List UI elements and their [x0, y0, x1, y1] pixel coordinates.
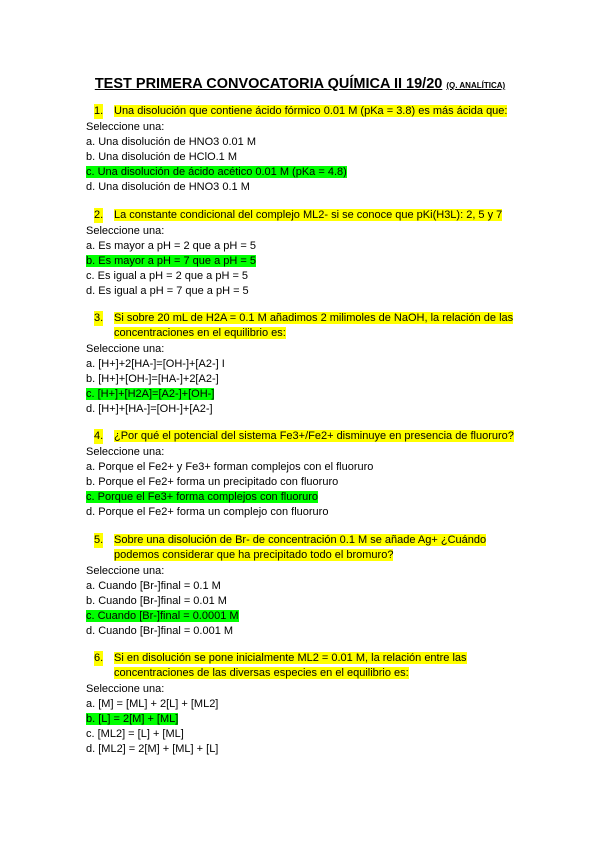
question-text: [94, 651, 516, 681]
question-number: 1.: [94, 105, 104, 117]
question-1: [86, 104, 516, 195]
answer-text: c. [ML2] = [L] + [ML]: [86, 728, 184, 740]
question-line: concentraciones de las diversas especies en el equilibrio es:: [114, 667, 409, 679]
answer-option[interactable]: [86, 180, 516, 195]
correct-answer-text: c. Cuando [Br-]final = 0.0001 M: [86, 610, 239, 622]
question-6: [86, 651, 516, 757]
question-line: Sobre una disolución de Br- de concentración 0.1 M se añade Ag+ ¿Cuándo: [114, 534, 487, 546]
correct-answer-text: b. Es mayor a pH = 7 que a pH = 5: [86, 255, 256, 267]
answer-text: d. Una disolución de HNO3 0.1 M: [86, 181, 250, 193]
question-3: [86, 311, 516, 417]
question-text: [94, 429, 516, 444]
answer-text: b. Cuando [Br-]final = 0.01 M: [86, 595, 227, 607]
answer-text: d. [H+]+[HA-]=[OH-]+[A2-]: [86, 403, 213, 415]
question-line: Si sobre 20 mL de H2A = 0.1 M añadimos 2 milimoles de NaOH, la relación de las: [114, 312, 514, 324]
answer-text: c. Es igual a pH = 2 que a pH = 5: [86, 270, 249, 282]
answer-option[interactable]: [86, 269, 516, 284]
answer-option[interactable]: [86, 135, 516, 150]
question-line: Si en disolución se pone inicialmente ML2 = 0.01 M, la relación entre las: [114, 652, 467, 664]
select-label: Seleccione una:: [86, 446, 165, 458]
select-label: Seleccione una:: [86, 225, 165, 237]
question-5: [86, 533, 516, 639]
question-number: 3.: [94, 312, 104, 324]
answer-option[interactable]: [86, 150, 516, 165]
answer-text: b. [H+]+[OH-]=[HA-]+2[A2-]: [86, 373, 219, 385]
answer-option[interactable]: [86, 402, 516, 417]
answer-text: a. [H+]+2[HA-]=[OH-]+[A2-] I: [86, 358, 225, 370]
correct-answer-text: c. Porque el Fe3+ forma complejos con fluoruro: [86, 491, 319, 503]
answer-option[interactable]: [86, 475, 516, 490]
question-number: 2.: [94, 209, 104, 221]
answer-option[interactable]: [86, 239, 516, 254]
question-text: [94, 208, 516, 223]
answer-text: d. Porque el Fe2+ forma un complejo con fluoruro: [86, 506, 329, 518]
select-label: Seleccione una:: [86, 565, 165, 577]
select-label: Seleccione una:: [86, 683, 165, 695]
select-label: Seleccione una:: [86, 121, 165, 133]
question-text: [94, 311, 516, 341]
answer-option[interactable]: [86, 460, 516, 475]
answer-option[interactable]: [86, 712, 516, 727]
title-main: TEST PRIMERA CONVOCATORIA QUÍMICA II 19/20: [94, 76, 443, 92]
answer-option[interactable]: [86, 505, 516, 520]
answer-option[interactable]: [86, 579, 516, 594]
question-number: 6.: [94, 652, 104, 664]
answer-text: a. Es mayor a pH = 2 que a pH = 5: [86, 240, 256, 252]
question-line: podemos considerar que ha precipitado todo el bromuro?: [114, 549, 394, 561]
answer-option[interactable]: [86, 609, 516, 624]
answer-option[interactable]: [86, 284, 516, 299]
question-text: [94, 104, 516, 119]
document-title: [0, 76, 600, 92]
answer-text: d. Es igual a pH = 7 que a pH = 5: [86, 285, 249, 297]
answer-text: a. Una disolución de HNO3 0.01 M: [86, 136, 256, 148]
answer-option[interactable]: [86, 742, 516, 757]
answer-text: b. Porque el Fe2+ forma un precipitado con fluoruro: [86, 476, 339, 488]
correct-answer-text: c. [H+]+[H2A]=[A2-]+[OH-]: [86, 388, 215, 400]
question-number: 4.: [94, 430, 104, 442]
answer-text: a. Cuando [Br-]final = 0.1 M: [86, 580, 221, 592]
answer-option[interactable]: [86, 490, 516, 505]
question-line: ¿Por qué el potencial del sistema Fe3+/Fe2+ disminuye en presencia de fluoruro?: [114, 430, 514, 442]
correct-answer-text: c. Una disolución de ácido acético 0.01 M (pKa = 4.8): [86, 166, 347, 178]
title-sub: (Q. ANALÍTICA): [446, 81, 506, 90]
answer-option[interactable]: [86, 357, 516, 372]
answer-option[interactable]: [86, 254, 516, 269]
question-line: La constante condicional del complejo ML2- si se conoce que pKi(H3L): 2, 5 y 7: [114, 209, 503, 221]
question-line: concentraciones en el equilibrio es:: [114, 327, 286, 339]
question-line: Una disolución que contiene ácido fórmico 0.01 M (pKa = 3.8) es más ácida que:: [114, 105, 508, 117]
select-label: Seleccione una:: [86, 343, 165, 355]
answer-option[interactable]: [86, 594, 516, 609]
answer-option[interactable]: [86, 624, 516, 639]
answer-option[interactable]: [86, 372, 516, 387]
answer-text: b. Una disolución de HClO.1 M: [86, 151, 238, 163]
answer-option[interactable]: [86, 387, 516, 402]
question-2: [86, 208, 516, 299]
correct-answer-text: b. [L] = 2[M] + [ML]: [86, 713, 179, 725]
answer-text: d. Cuando [Br-]final = 0.001 M: [86, 625, 234, 637]
answer-option[interactable]: [86, 697, 516, 712]
answer-text: d. [ML2] = 2[M] + [ML] + [L]: [86, 743, 219, 755]
question-number: 5.: [94, 534, 104, 546]
answer-option[interactable]: [86, 165, 516, 180]
question-4: [86, 429, 516, 520]
answer-text: a. Porque el Fe2+ y Fe3+ forman complejos con el fluoruro: [86, 461, 374, 473]
answer-option[interactable]: [86, 727, 516, 742]
question-text: [94, 533, 516, 563]
answer-text: a. [M] = [ML] + 2[L] + [ML2]: [86, 698, 219, 710]
